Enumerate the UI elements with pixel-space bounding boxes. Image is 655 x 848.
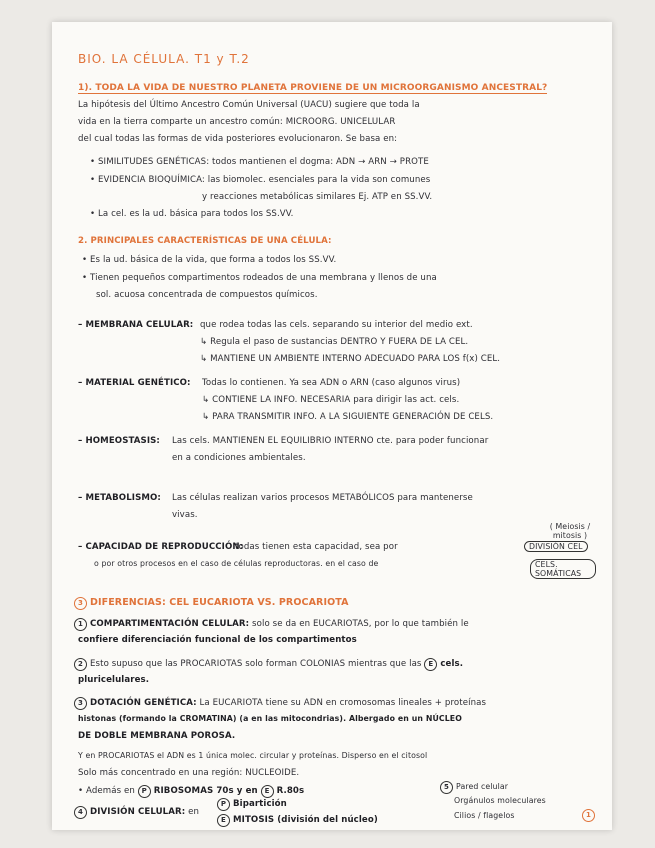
genetic-text-2: ↳ CONTIENE LA INFO. NECESARIA para dirigir las act. cels. (202, 395, 460, 405)
s1-line-3: del cual todas las formas de vida posteriores evolucionaron. Se basa en: (78, 134, 398, 144)
homeostasis-label: – HOMEOSTASIS: (78, 436, 160, 446)
point-3-text-f: • Además en (78, 786, 135, 796)
point-1-text-b: confiere diferenciación funcional de los compartimentos (78, 635, 357, 645)
point-2-text-c: pluricelulares. (78, 675, 150, 685)
point-2-row (74, 658, 463, 671)
side-note-row-1 (440, 781, 508, 794)
point-4-text-a: en (188, 807, 200, 817)
s1-line-1: La hipótesis del Último Ancestro Común Universal (UACU) sugiere que toda la (78, 100, 420, 110)
membrane-text-3: ↳ MANTIENE UN AMBIENTE INTERNO ADECUADO PARA LOS f(x) CEL. (200, 354, 501, 364)
point-2-text-a: Esto supuso que las PROCARIOTAS solo forman COLONIAS mientras que las (90, 659, 422, 669)
membrane-text-1: que rodea todas las cels. separando su interior del medio ext. (200, 320, 473, 330)
s1-bullet-biochem-cont: y reacciones metabólicas similares Ej. ATP en SS.VV. (202, 192, 433, 202)
s1-line-2: vida en la tierra comparte un ancestro común: MICROORG. UNICELULAR (78, 117, 396, 127)
point-4-row (74, 806, 199, 819)
point-3-text-a: La EUCARIOTA tiene su ADN en cromosomas lineales + proteínas (199, 698, 487, 708)
point-3-text-h: R.80s (276, 786, 305, 796)
point-3-text-b: histonas (formando la CROMATINA) (a en las mitocondrias). Albergado en un NÚCLEO (78, 714, 462, 723)
s2-line-2: • Tienen pequeños compartimentos rodeados de una membrana y llenos de una (82, 273, 437, 283)
side-note-3: Cilios / flagelos (454, 811, 515, 820)
point-4-bipartition: Bipartición (233, 799, 287, 809)
point-3-text-g: RIBOSOMAS 70s y en (153, 786, 258, 796)
s1-bullet-biochem: • EVIDENCIA BIOQUÍMICA: las biomolec. esenciales para la vida son comunes (90, 175, 431, 185)
reproduction-note: ( Meiosis / mitosis ) (549, 522, 591, 540)
section-3-heading (74, 597, 349, 610)
point-3-text-c: DE DOBLE MEMBRANA POROSA. (78, 731, 236, 741)
point-1-label: COMPARTIMENTACIÓN CELULAR: (90, 619, 250, 629)
point-4-mitosis: MITOSIS (división del núcleo) (233, 815, 378, 825)
point-3-row (74, 697, 486, 710)
metabolism-label: – METABOLISMO: (78, 493, 161, 503)
eukaryote-circle-2: E (217, 814, 230, 827)
eukaryote-circle-1: E (261, 785, 274, 798)
genetic-material-label: – MATERIAL GENÉTICO: (78, 378, 191, 388)
somatic-cells-box: CELS. SOMÁTICAS (530, 559, 596, 579)
point-4-prokaryote-row (217, 798, 287, 811)
section-1-heading: 1). TODA LA VIDA DE NUESTRO PLANETA PROVIENE DE UN MICROORGANISMO ANCESTRAL? (78, 83, 548, 93)
section-2-heading: 2. PRINCIPALES CARACTERÍSTICAS DE UNA CÉLULA: (78, 236, 332, 246)
side-note-2: Orgánulos moleculares (454, 796, 546, 805)
metabolism-text-2: vivas. (172, 510, 198, 520)
point-3-text-d: Y en PROCARIOTAS el ADN es 1 única molec. circular y proteínas. Disperso en el citosol (78, 751, 428, 760)
genetic-text-1: Todas lo contienen. Ya sea ADN o ARN (caso algunos virus) (202, 378, 461, 388)
point-4-eukaryote-row (217, 814, 378, 827)
genetic-text-3: ↳ PARA TRANSMITIR INFO. A LA SIGUIENTE GENERACIÓN DE CELS. (202, 412, 494, 422)
point-2-number: 2 (74, 658, 87, 671)
point-3-label: DOTACIÓN GENÉTICA: (90, 698, 197, 708)
point-1-number: 1 (74, 618, 87, 631)
membrane-text-2: ↳ Regula el paso de sustancias DENTRO Y FUERA DE LA CEL. (200, 337, 469, 347)
section-3-number: 3 (74, 597, 87, 610)
point-1-row (74, 618, 469, 631)
s1-bullet-genetic: • SIMILITUDES GENÉTICAS: todos mantienen el dogma: ADN → ARN → PROTE (90, 157, 429, 167)
reproduction-label: – CAPACIDAD DE REPRODUCCIÓN: (78, 542, 244, 552)
prokaryote-circle-1: P (138, 785, 151, 798)
point-3-ribosomes-row (78, 785, 304, 798)
side-note-number: 5 (440, 781, 453, 794)
s2-line-3: sol. acuosa concentrada de compuestos químicos. (96, 290, 318, 300)
point-3-text-e: Solo más concentrado en una región: NUCLEOIDE. (78, 768, 300, 778)
point-4-label: DIVISIÓN CELULAR: (90, 807, 186, 817)
point-1-text-a: solo se da en EUCARIOTAS, por lo que también le (252, 619, 469, 629)
notebook-page (52, 22, 612, 830)
point-2-text-b: cels. (440, 659, 464, 669)
homeostasis-text-2: en a condiciones ambientales. (172, 453, 306, 463)
s1-bullet-cell: • La cel. es la ud. básica para todos los SS.VV. (90, 209, 294, 219)
point-3-number: 3 (74, 697, 87, 710)
point-2-eukaryote-circle: E (424, 658, 437, 671)
prokaryote-circle-2: P (217, 798, 230, 811)
page-number: 1 (582, 809, 595, 822)
homeostasis-text-1: Las cels. MANTIENEN EL EQUILIBRIO INTERNO cte. para poder funcionar (172, 436, 489, 446)
reproduction-text-2: o por otros procesos en el caso de células reproductoras. en el caso de (94, 559, 379, 568)
point-4-number: 4 (74, 806, 87, 819)
side-note-1: Pared celular (456, 782, 509, 791)
page-title: BIO. LA CÉLULA. T1 y T.2 (78, 52, 250, 66)
metabolism-text-1: Las células realizan varios procesos METABÓLICOS para mantenerse (172, 493, 473, 503)
section-3-heading-text: DIFERENCIAS: CEL EUCARIOTA VS. PROCARIOTA (90, 597, 349, 608)
reproduction-text-1: todas tienen esta capacidad, sea por (235, 542, 398, 552)
membrane-label: – MEMBRANA CELULAR: (78, 320, 194, 330)
s2-line-1: • Es la ud. básica de la vida, que forma a todos los SS.VV. (82, 255, 337, 265)
division-cel-box: DIVISIÓN CEL (524, 541, 588, 552)
